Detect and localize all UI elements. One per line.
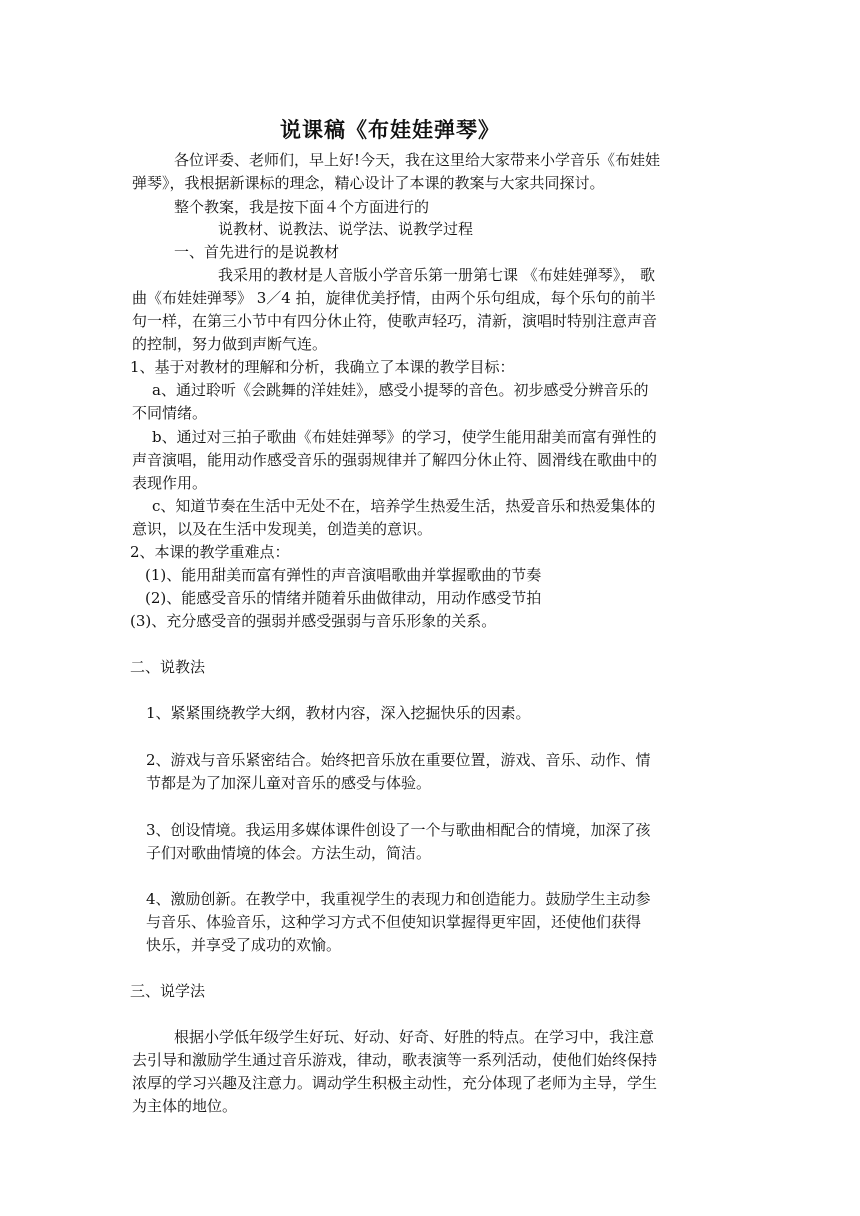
list-item: (1)、能用甜美而富有弹性的声音演唱歌曲并掌握歌曲的节奏 bbox=[145, 566, 542, 584]
list-item: 声音演唱，能用动作感受音乐的强弱规律并了解四分休止符、圆滑线在歌曲中的 bbox=[132, 451, 658, 469]
list-item: c、知道节奏在生活中无处不在，培养学生热爱生活，热爱音乐和热爱集体的 bbox=[152, 497, 656, 515]
section-heading: 一、首先进行的是说教材 bbox=[174, 243, 340, 261]
paragraph-line: 整个教案，我是按下面４个方面进行的 bbox=[174, 198, 430, 216]
list-item: 与音乐、体验音乐，这种学习方式不但使知识掌握得更牢固，还使他们获得 bbox=[146, 913, 642, 931]
paragraph-line: 去引导和激励学生通过音乐游戏，律动，歌表演等一系列活动，使他们始终保持 bbox=[132, 1051, 658, 1069]
list-item: 4、激励创新。在教学中，我重视学生的表现力和创造能力。鼓励学生主动参 bbox=[146, 890, 651, 908]
list-item: (3)、充分感受音的强弱并感受强弱与音乐形象的关系。 bbox=[130, 612, 497, 630]
paragraph-line: 句一样，在第三小节中有四分休止符，使歌声轻巧，清新，演唱时特别注意声音 bbox=[132, 312, 658, 330]
list-item: a、通过聆听《会跳舞的洋娃娃》，感受小提琴的音色。初步感受分辨音乐的 bbox=[152, 381, 649, 399]
section-heading: 二、说教法 bbox=[130, 658, 206, 676]
list-item: 不同情绪。 bbox=[132, 404, 208, 422]
list-item: b、通过对三拍子歌曲《布娃娃弹琴》的学习，使学生能用甜美而富有弹性的 bbox=[152, 428, 657, 446]
list-item: (2)、能感受音乐的情绪并随着乐曲做律动，用动作感受节拍 bbox=[145, 589, 542, 607]
list-item: 1、紧紧围绕教学大纲，教材内容，深入挖掘快乐的因素。 bbox=[146, 704, 531, 722]
list-item: 2、游戏与音乐紧密结合。始终把音乐放在重要位置，游戏、音乐、动作、情 bbox=[146, 751, 651, 769]
paragraph-line: 的控制，努力做到声断气连。 bbox=[132, 335, 328, 353]
list-item: 节都是为了加深儿童对音乐的感受与体验。 bbox=[146, 774, 432, 792]
list-heading: 2、本课的教学重难点： bbox=[130, 543, 290, 561]
paragraph-line: 我采用的教材是人音版小学音乐第一册第七课 《布娃娃弹琴》， 歌 bbox=[218, 266, 656, 284]
paragraph-line: 各位评委、老师们，早上好!今天，我在这里给大家带来小学音乐《布娃娃 bbox=[174, 151, 661, 169]
list-item: 意识，以及在生活中发现美，创造美的意识。 bbox=[132, 520, 433, 538]
paragraph-line: 说教材、说教法、说学法、说教学过程 bbox=[218, 220, 474, 238]
paragraph-line: 根据小学低年级学生好玩、好动、好奇、好胜的特点。在学习中，我注意 bbox=[174, 1028, 655, 1046]
paragraph-line: 曲《布娃娃弹琴》 3／4 拍，旋律优美抒情，由两个乐句组成，每个乐句的前半 bbox=[132, 289, 656, 307]
list-heading: 1、基于对教材的理解和分析，我确立了本课的教学目标： bbox=[130, 358, 515, 376]
document-title: 说课稿《布娃娃弹琴》 bbox=[280, 118, 500, 142]
section-heading: 三、说学法 bbox=[130, 982, 206, 1000]
paragraph-line: 浓厚的学习兴趣及注意力。调动学生积极主动性，充分体现了老师为主导，学生 bbox=[132, 1074, 658, 1092]
list-item: 快乐，并享受了成功的欢愉。 bbox=[146, 936, 342, 954]
list-item: 子们对歌曲情境的体会。方法生动，简洁。 bbox=[146, 844, 432, 862]
list-item: 3、创设情境。我运用多媒体课件创设了一个与歌曲相配合的情境，加深了孩 bbox=[146, 821, 651, 839]
paragraph-line: 弹琴》，我根据新课标的理念，精心设计了本课的教案与大家共同探讨。 bbox=[132, 174, 605, 192]
list-item: 表现作用。 bbox=[132, 474, 208, 492]
paragraph-line: 为主体的地位。 bbox=[132, 1097, 238, 1115]
